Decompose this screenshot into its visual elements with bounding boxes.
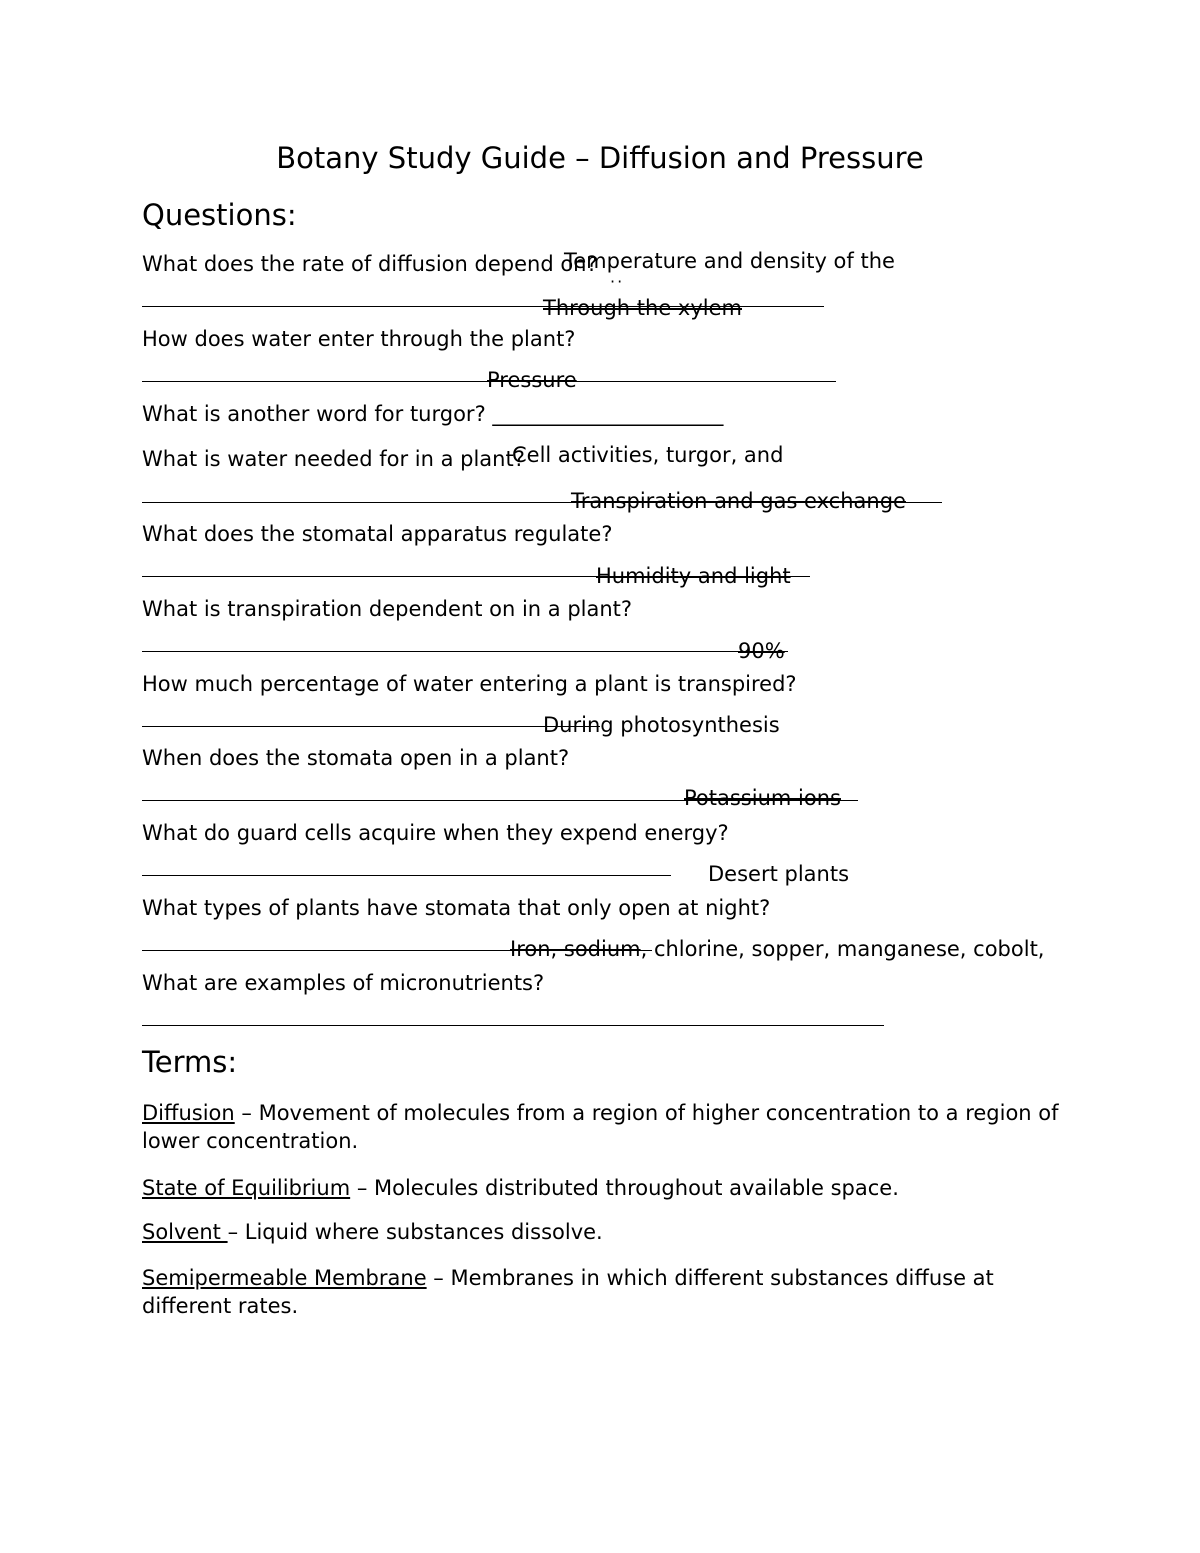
question-1: What does the rate of diffusion depend on? xyxy=(142,252,598,276)
answer-line-11 xyxy=(142,1025,884,1026)
terms-heading: Terms: xyxy=(142,1045,238,1079)
answer-3: Pressure xyxy=(487,368,577,392)
term-state-of-equilibrium xyxy=(142,1174,1072,1202)
answer-6: Humidity and light xyxy=(596,564,791,588)
term-name: Solvent xyxy=(142,1220,228,1244)
question-5: What does the stomatal apparatus regulate? xyxy=(142,522,613,546)
answer-line-9 xyxy=(142,875,671,876)
answer-line-7 xyxy=(142,726,600,727)
answer-line-6 xyxy=(142,651,788,652)
term-name: State of Equilibrium xyxy=(142,1176,351,1200)
question-11: What are examples of micronutrients? xyxy=(142,971,545,995)
term-solvent xyxy=(142,1218,1072,1246)
term-name: Diffusion xyxy=(142,1101,235,1125)
question-8: When does the stomata open in a plant? xyxy=(142,746,570,770)
questions-heading: Questions: xyxy=(142,198,297,232)
question-6: What is transpiration dependent on in a plant? xyxy=(142,597,633,621)
answer-1: Temperature and density of the xyxy=(564,249,895,273)
question-4: What is water needed for in a plant? xyxy=(142,447,525,471)
answer-7: 90% xyxy=(738,639,785,663)
question-10: What types of plants have stomata that only open at night? xyxy=(142,896,771,920)
term-definition: – Liquid where substances dissolve. xyxy=(227,1220,603,1244)
page-title: Botany Study Guide – Diffusion and Pressure xyxy=(276,141,924,175)
question-3: What is another word for turgor? ______________________ xyxy=(142,402,724,426)
answer-11 xyxy=(510,937,1044,961)
term-definition: – Movement of molecules from a region of higher concentration to a region of lower concentration. xyxy=(142,1101,1059,1153)
answer-11-part2: , chlorine, sopper, manganese, cobolt, xyxy=(640,937,1045,961)
question-9: What do guard cells acquire when they expend energy? xyxy=(142,821,729,845)
term-definition: – Membranes in which different substances diffuse at different rates. xyxy=(142,1266,994,1318)
term-semipermeable-membrane xyxy=(142,1264,1002,1320)
term-diffusion xyxy=(142,1099,1072,1155)
answer-2: Through the xylem xyxy=(543,296,742,320)
answer-8: During photosynthesis xyxy=(543,713,780,737)
answer-5: Transpiration and gas exchange xyxy=(571,489,906,513)
term-name: Semipermeable Membrane xyxy=(142,1266,427,1290)
question-7: How much percentage of water entering a plant is transpired? xyxy=(142,672,797,696)
answer-10: Desert plants xyxy=(708,862,850,886)
answer-11-part1: Iron, sodium xyxy=(510,937,641,961)
answer-4: Cell activities, turgor, and xyxy=(512,443,784,467)
question-2: How does water enter through the plant? xyxy=(142,327,576,351)
answer-9: Potassium ions xyxy=(684,786,841,810)
term-definition: – Molecules distributed throughout available space. xyxy=(350,1176,899,1200)
answer-1-overflow-mark: ·· xyxy=(610,272,625,291)
